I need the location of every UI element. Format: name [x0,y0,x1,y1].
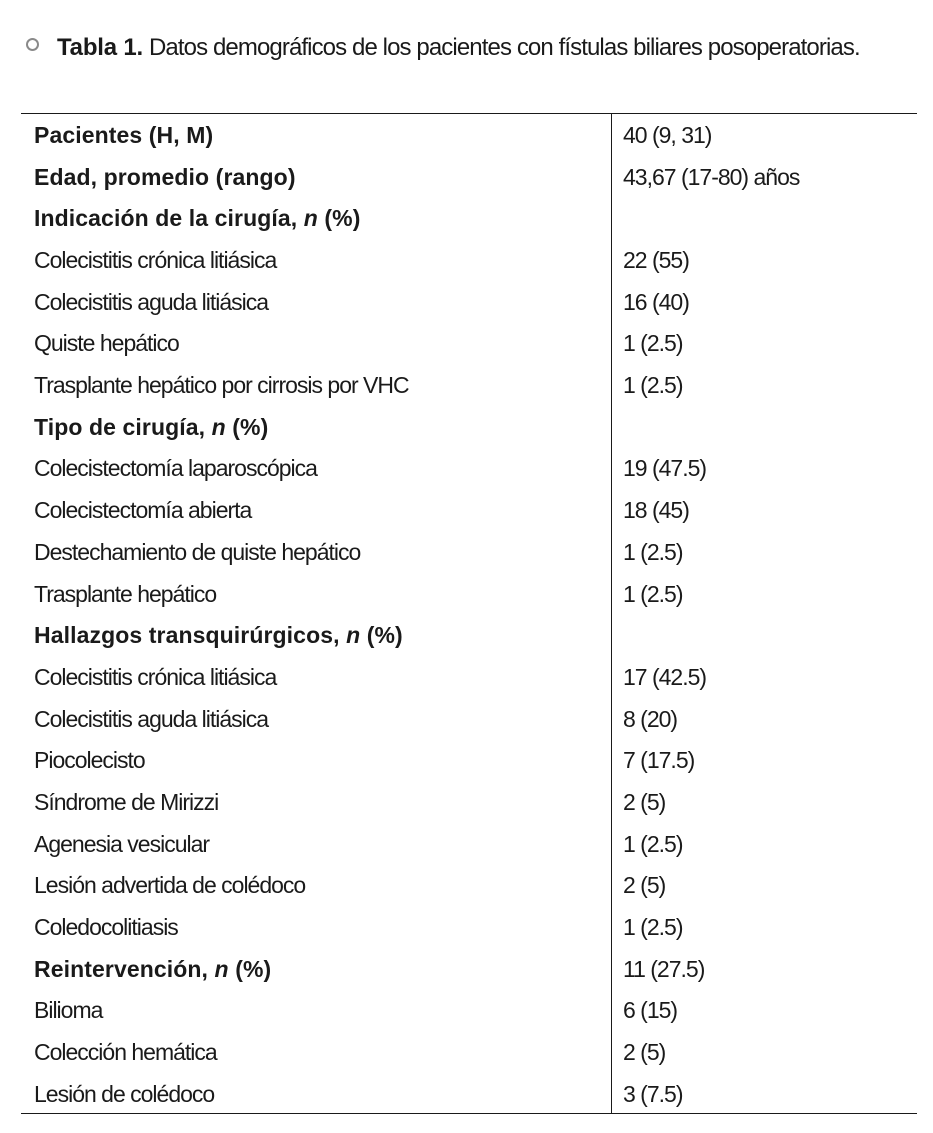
table-row [21,281,917,323]
row-label: Agenesia vesicular [34,830,210,857]
row-label [21,205,611,232]
row-value: 22 (55) [623,247,689,274]
row-label: Colecistitis crónica litiásica [34,247,277,274]
table-section-row [21,198,917,240]
row-value: 11 (27.5) [623,955,705,982]
row-value: 2 (5) [623,1039,666,1066]
table-row [21,365,917,407]
row-label-n: n [214,955,229,982]
row-value: 1 (2.5) [623,330,683,357]
row-label: Destechamiento de quiste hepático [34,538,361,565]
row-label: Colecistitis aguda litiásica [34,288,269,315]
row-label: Colecistitis crónica litiásica [34,663,277,690]
row-value: 7 (17.5) [623,747,695,774]
row-label: Trasplante hepático por cirrosis por VHC [34,372,409,399]
row-label [21,956,611,983]
row-label: Síndrome de Mirizzi [34,788,219,815]
table-row [21,657,917,699]
row-value: 1 (2.5) [623,580,683,607]
row-label-percent: (%) [360,622,403,649]
table-row [21,1032,917,1074]
row-label: Colecistitis aguda litiásica [34,705,269,732]
row-label: Colección hemática [34,1039,217,1066]
table-section-row [21,615,917,657]
row-value: 40 (9, 31) [623,121,712,148]
row-label-percent: (%) [317,205,361,232]
table-row [21,990,917,1032]
row-value: 18 (45) [623,497,689,524]
caption-label: Tabla 1. [57,34,143,61]
row-label-text: Indicación de la cirugía, [34,205,304,232]
table-row [21,698,917,740]
table-row [21,1073,917,1115]
row-label: Lesión advertida de colédoco [34,872,306,899]
row-value: 3 (7.5) [623,1080,683,1107]
table-row [21,448,917,490]
table-row [21,907,917,949]
row-value: 1 (2.5) [623,372,683,399]
table-section-row [21,406,917,448]
row-label: Piocolecisto [34,747,145,774]
row-label: Coledocolitiasis [34,914,178,941]
row-label: Lesión de colédoco [34,1080,215,1107]
table-section-row [21,156,917,198]
table-section-row [21,114,917,156]
row-label: Bilioma [34,997,103,1024]
row-value: 17 (42.5) [623,663,707,690]
row-label-text: Hallazgos transquirúrgicos, [34,622,347,649]
table-row [21,782,917,824]
row-value: 16 (40) [623,288,689,315]
row-label: Edad, promedio (rango) [34,163,296,190]
row-value: 2 (5) [623,872,666,899]
table-row [21,865,917,907]
row-label-text: Reintervención, [34,955,215,982]
table-section-row [21,948,917,990]
table-row [21,323,917,365]
row-value: 1 (2.5) [623,914,683,941]
table-row [21,240,917,282]
row-value: 1 (2.5) [623,538,683,565]
row-label-n: n [211,413,226,440]
row-label: Quiste hepático [34,330,179,357]
demographics-table [21,113,917,1114]
row-value: 2 (5) [623,788,666,815]
row-label [21,414,611,441]
row-value: 43,67 (17-80) años [623,163,800,190]
table-row [21,740,917,782]
table-row [21,531,917,573]
row-label-percent: (%) [225,413,269,440]
row-label-n: n [303,205,318,232]
row-value: 1 (2.5) [623,830,683,857]
row-value: 8 (20) [623,705,678,732]
row-label: Pacientes (H, M) [34,121,214,148]
table-body [21,114,917,1115]
table-row [21,490,917,532]
caption-text [57,26,921,70]
row-value: 19 (47.5) [623,455,707,482]
row-label-text: Tipo de cirugía, [34,413,212,440]
row-value: 6 (15) [623,997,678,1024]
table-row [21,823,917,865]
table-row [21,573,917,615]
row-label: Colecistectomía abierta [34,497,252,524]
caption-description: Datos demográficos de los pacientes con fístulas biliares posoperatorias. [149,34,860,61]
row-label-n: n [346,622,361,649]
row-label-percent: (%) [228,955,272,982]
row-label [21,622,611,649]
row-label: Trasplante hepático [34,580,217,607]
circle-bullet-icon [26,38,39,51]
row-label: Colecistectomía laparoscópica [34,455,317,482]
